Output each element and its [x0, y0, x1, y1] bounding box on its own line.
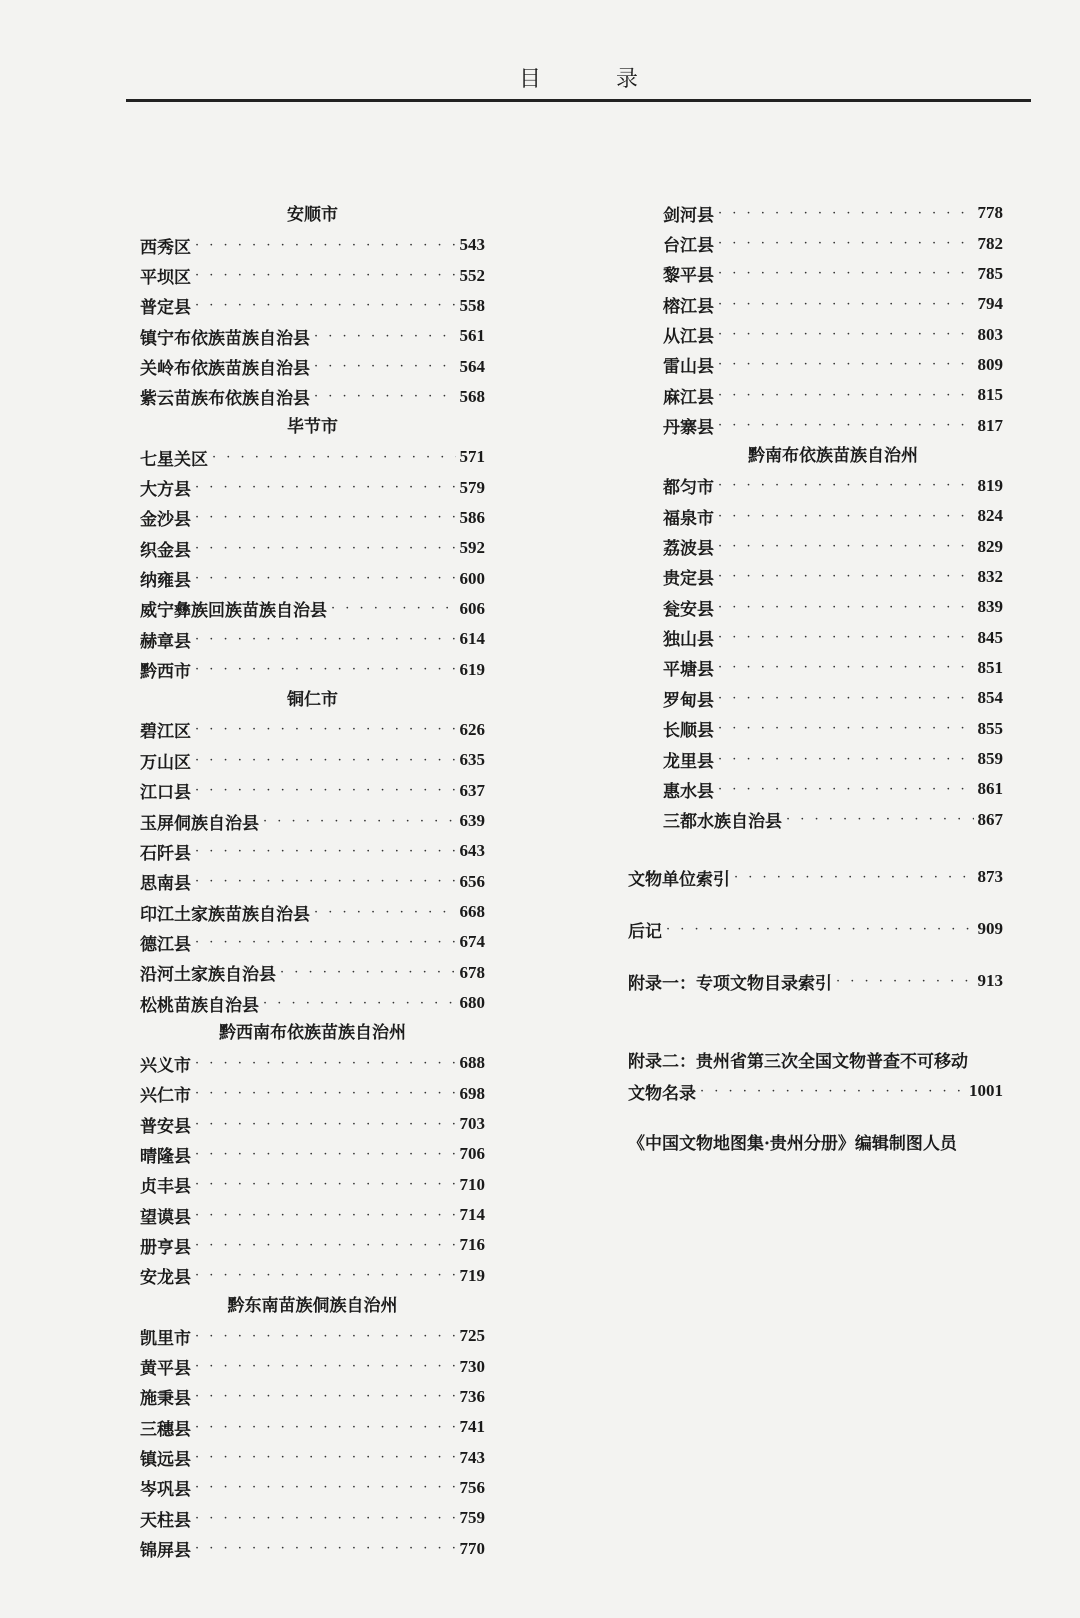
leader-dots [195, 935, 456, 950]
leader-dots [195, 722, 456, 737]
entry-page: 861 [977, 779, 1003, 799]
entry-page: 756 [459, 1477, 485, 1497]
leader-dots [195, 1268, 456, 1283]
toc-entry[interactable] [140, 1139, 485, 1169]
entry-name: 册亨县 [140, 1237, 191, 1258]
toc-entry[interactable] [663, 289, 1003, 319]
leader-dots [195, 268, 456, 283]
entry-page: 568 [459, 386, 485, 406]
leader-dots [718, 752, 974, 767]
leader-dots [314, 905, 456, 920]
entry-page: 770 [459, 1538, 485, 1558]
toc-entry[interactable] [140, 503, 485, 533]
entry-name: 黄平县 [140, 1359, 191, 1380]
entry-page: 867 [977, 809, 1003, 829]
entry-page: 743 [459, 1447, 485, 1467]
toc-entry[interactable] [663, 350, 1003, 380]
leader-dots [195, 632, 456, 647]
leader-dots [195, 510, 456, 525]
entry-page: 606 [459, 598, 485, 618]
toc-entry[interactable] [663, 562, 1003, 592]
entry-page: 579 [459, 477, 485, 497]
entry-page: 706 [459, 1144, 485, 1164]
leader-dots [718, 388, 974, 403]
toc-entry[interactable] [140, 382, 485, 412]
entry-name: 附录一：专项文物目录索引 [628, 973, 832, 994]
entry-page: 703 [459, 1114, 485, 1134]
entry-page: 558 [459, 295, 485, 315]
entry-page: 635 [459, 750, 485, 770]
toc-entry[interactable] [140, 1170, 485, 1200]
entry-name: 都匀市 [663, 478, 714, 499]
leader-dots [195, 1056, 456, 1071]
entry-name: 剑河县 [663, 205, 714, 226]
entry-name: 碧江区 [140, 722, 191, 743]
leader-dots [718, 478, 974, 493]
entry-page: 710 [459, 1174, 485, 1194]
entry-page: 543 [459, 235, 485, 255]
leader-dots [314, 389, 456, 404]
leader-dots [195, 662, 456, 677]
entry-page: 854 [977, 688, 1003, 708]
toc-entry-appendix2[interactable] [628, 1048, 1003, 1106]
entry-page: 815 [977, 385, 1003, 405]
entry-name: 西秀区 [140, 237, 191, 258]
leader-dots [195, 1541, 456, 1556]
entry-name: 台江县 [663, 236, 714, 257]
leader-dots [718, 206, 974, 221]
entry-page: 643 [459, 841, 485, 861]
entry-page: 859 [977, 749, 1003, 769]
leader-dots [195, 1450, 456, 1465]
toc-entry[interactable] [140, 563, 485, 593]
entry-page: 656 [459, 871, 485, 891]
toc-entry[interactable] [140, 958, 485, 988]
toc-entry[interactable] [140, 442, 485, 472]
toc-entry[interactable] [663, 622, 1003, 652]
entry-name-line1: 附录二：贵州省第三次全国文物普查不可移动 [628, 1052, 968, 1072]
toc-entry[interactable] [140, 988, 485, 1018]
entry-page: 829 [977, 536, 1003, 556]
entry-page: 725 [459, 1326, 485, 1346]
leader-dots [700, 1084, 965, 1099]
entry-page: 817 [977, 415, 1003, 435]
section-heading: 铜仁市 [287, 689, 338, 710]
leader-dots [314, 329, 456, 344]
entry-page: 873 [977, 867, 1003, 886]
entry-page: 688 [459, 1053, 485, 1073]
entry-name: 雷山县 [663, 357, 714, 378]
toc-entry-appendix1[interactable] [628, 966, 1003, 996]
entry-page: 668 [459, 902, 485, 922]
leader-dots [263, 996, 456, 1011]
entry-name: 三穗县 [140, 1419, 191, 1440]
toc-entry[interactable] [140, 1473, 485, 1503]
toc-entry[interactable] [140, 260, 485, 290]
toc-entry[interactable] [140, 745, 485, 775]
leader-dots [718, 266, 974, 281]
leader-dots [786, 812, 974, 827]
entry-page: 851 [977, 657, 1003, 677]
entry-name: 榕江县 [663, 296, 714, 317]
leader-dots [666, 922, 974, 937]
entry-page: 637 [459, 780, 485, 800]
leader-dots [195, 1359, 456, 1374]
toc-entry[interactable] [140, 321, 485, 351]
section-heading: 毕节市 [287, 417, 338, 438]
entry-name: 印江土家族苗族自治县 [140, 904, 310, 925]
toc-entry[interactable] [663, 501, 1003, 531]
toc-entry[interactable] [140, 594, 485, 624]
leader-dots [718, 721, 974, 736]
toc-entry[interactable] [140, 1412, 485, 1442]
leader-dots [718, 782, 974, 797]
entry-name: 天柱县 [140, 1510, 191, 1531]
entry-name: 安龙县 [140, 1268, 191, 1289]
leader-dots [212, 450, 456, 465]
toc-entry[interactable] [140, 533, 485, 563]
leader-dots [836, 974, 974, 989]
leader-dots [195, 1238, 456, 1253]
toc-entry[interactable] [140, 776, 485, 806]
entry-name: 贵定县 [663, 569, 714, 590]
toc-entry[interactable] [140, 927, 485, 957]
entry-page: 571 [459, 447, 485, 467]
toc-entry[interactable] [140, 654, 485, 684]
entry-name: 大方县 [140, 480, 191, 501]
entry-page: 741 [459, 1417, 485, 1437]
leader-dots [734, 870, 974, 885]
entry-page: 561 [459, 326, 485, 346]
entry-name: 丹寨县 [663, 418, 714, 439]
entry-name: 金沙县 [140, 510, 191, 531]
entry-page: 839 [977, 597, 1003, 617]
toc-entry[interactable] [663, 198, 1003, 228]
entry-page: 759 [459, 1508, 485, 1528]
entry-page: 619 [459, 659, 485, 679]
entry-name: 平塘县 [663, 660, 714, 681]
entry-name: 普定县 [140, 298, 191, 319]
entry-page: 730 [459, 1356, 485, 1376]
toc-entry[interactable] [140, 1109, 485, 1139]
toc-entry[interactable] [140, 1200, 485, 1230]
leader-dots [195, 480, 456, 495]
entry-page: 778 [977, 203, 1003, 223]
toc-entry[interactable] [140, 351, 485, 381]
toc-entry[interactable] [140, 1079, 485, 1109]
entry-page: 680 [459, 993, 485, 1013]
entry-page: 809 [977, 354, 1003, 374]
entry-name: 瓮安县 [663, 599, 714, 620]
section-heading: 黔西南布依族苗族自治州 [219, 1023, 406, 1044]
leader-dots [195, 753, 456, 768]
toc-entry[interactable] [140, 1048, 485, 1078]
leader-dots [718, 630, 974, 645]
toc-entry[interactable] [140, 836, 485, 866]
entry-name: 荔波县 [663, 539, 714, 560]
entry-page: 552 [459, 265, 485, 285]
entry-page: 824 [977, 506, 1003, 526]
leader-dots [718, 600, 974, 615]
toc-entry[interactable] [140, 715, 485, 745]
leader-dots [195, 1329, 456, 1344]
entry-name: 玉屏侗族自治县 [140, 813, 259, 834]
entry-name: 沿河土家族自治县 [140, 965, 276, 986]
entry-name: 松桃苗族自治县 [140, 995, 259, 1016]
entry-name: 麻江县 [663, 387, 714, 408]
entry-name: 黔西市 [140, 662, 191, 683]
toc-entry[interactable] [663, 714, 1003, 744]
entry-page: 714 [459, 1205, 485, 1225]
leader-dots [718, 236, 974, 251]
leader-dots [195, 1420, 456, 1435]
leader-dots [718, 660, 974, 675]
toc-entry[interactable] [663, 531, 1003, 561]
toc-entry[interactable] [140, 1382, 485, 1412]
toc-entry[interactable] [140, 291, 485, 321]
toc-entry[interactable] [663, 744, 1003, 774]
entry-page: 614 [459, 629, 485, 649]
entry-name: 三都水族自治县 [663, 812, 782, 833]
leader-dots [718, 509, 974, 524]
toc-right-column [663, 198, 1003, 835]
leader-dots [195, 1480, 456, 1495]
entry-name: 镇宁布依族苗族自治县 [140, 328, 310, 349]
page-title: 目 录 [519, 67, 672, 92]
toc-entry[interactable] [663, 410, 1003, 440]
toc-entry[interactable] [140, 1351, 485, 1381]
leader-dots [195, 1208, 456, 1223]
leader-dots [331, 601, 456, 616]
entry-name: 福泉市 [663, 508, 714, 529]
toc-entry[interactable] [140, 806, 485, 836]
toc-entry[interactable] [663, 653, 1003, 683]
entry-name: 晴隆县 [140, 1146, 191, 1167]
leader-dots [280, 965, 456, 980]
leader-dots [195, 238, 456, 253]
entry-name: 贞丰县 [140, 1177, 191, 1198]
toc-entry[interactable] [663, 471, 1003, 501]
toc-entry[interactable] [663, 380, 1003, 410]
entry-page: 785 [977, 263, 1003, 283]
leader-dots [195, 1086, 456, 1101]
entry-name: 凯里市 [140, 1328, 191, 1349]
entry-name: 望谟县 [140, 1207, 191, 1228]
toc-entry[interactable] [663, 259, 1003, 289]
entry-page: 674 [459, 932, 485, 952]
entry-name: 《中国文物地图集·贵州分册》编辑制图人员 [628, 1134, 957, 1154]
leader-dots [718, 327, 974, 342]
leader-dots [314, 359, 456, 374]
entry-name: 罗甸县 [663, 690, 714, 711]
leader-dots [195, 298, 456, 313]
entry-name: 江口县 [140, 783, 191, 804]
leader-dots [718, 691, 974, 706]
leader-dots [718, 539, 974, 554]
leader-dots [195, 1511, 456, 1526]
header-rule [126, 99, 1031, 102]
entry-name: 后记 [628, 921, 662, 942]
toc-entry[interactable] [140, 472, 485, 502]
entry-page: 586 [459, 507, 485, 527]
entry-name: 织金县 [140, 540, 191, 561]
toc-left-column [140, 200, 485, 1564]
entry-name: 关岭布依族苗族自治县 [140, 359, 310, 380]
leader-dots [718, 569, 974, 584]
toc-entry[interactable] [140, 1503, 485, 1533]
toc-entry[interactable] [663, 592, 1003, 622]
entry-page: 913 [977, 971, 1003, 990]
leader-dots [195, 1177, 456, 1192]
entry-page: 719 [459, 1265, 485, 1285]
entry-page: 782 [977, 233, 1003, 253]
entry-name: 紫云苗族布依族自治县 [140, 389, 310, 410]
toc-entry[interactable] [663, 319, 1003, 349]
toc-entry-staff[interactable] [628, 1130, 1003, 1158]
page-header [126, 62, 1031, 102]
leader-dots [195, 844, 456, 859]
entry-page: 592 [459, 538, 485, 558]
entry-name: 普安县 [140, 1116, 191, 1137]
toc-entry[interactable] [140, 1321, 485, 1351]
leader-dots [195, 541, 456, 556]
toc-entry-afterword[interactable] [628, 914, 1003, 944]
entry-page: 832 [977, 566, 1003, 586]
entry-name: 石阡县 [140, 843, 191, 864]
leader-dots [195, 874, 456, 889]
entry-name: 龙里县 [663, 751, 714, 772]
leader-dots [195, 571, 456, 586]
entry-name: 兴义市 [140, 1055, 191, 1076]
toc-entry[interactable] [663, 683, 1003, 713]
entry-page: 855 [977, 718, 1003, 738]
entry-page: 909 [977, 919, 1003, 938]
entry-name: 施秉县 [140, 1389, 191, 1410]
entry-name: 威宁彝族回族苗族自治县 [140, 601, 327, 622]
entry-name: 七星关区 [140, 449, 208, 470]
leader-dots [263, 814, 456, 829]
entry-name: 长顺县 [663, 721, 714, 742]
toc-entry-index[interactable] [628, 862, 1003, 892]
entry-name: 文物名录 [628, 1083, 696, 1104]
leader-dots [718, 418, 974, 433]
entry-page: 678 [459, 962, 485, 982]
entry-page: 639 [459, 811, 485, 831]
toc-entry[interactable] [663, 228, 1003, 258]
toc-entry[interactable] [140, 867, 485, 897]
entry-page: 626 [459, 719, 485, 739]
entry-page: 845 [977, 627, 1003, 647]
toc-entry[interactable] [663, 774, 1003, 804]
entry-name: 独山县 [663, 630, 714, 651]
entry-name: 惠水县 [663, 781, 714, 802]
entry-page: 794 [977, 294, 1003, 314]
entry-name: 镇远县 [140, 1450, 191, 1471]
entry-name: 平坝区 [140, 268, 191, 289]
entry-name: 岑巩县 [140, 1480, 191, 1501]
toc-entry[interactable] [140, 1230, 485, 1260]
section-heading: 黔东南苗族侗族自治州 [227, 1296, 398, 1316]
leader-dots [195, 783, 456, 798]
toc-entry[interactable] [663, 805, 1003, 835]
leader-dots [195, 1117, 456, 1132]
leader-dots [195, 1389, 456, 1404]
entry-name: 兴仁市 [140, 1086, 191, 1107]
entry-name: 黎平县 [663, 266, 714, 287]
entry-name: 赫章县 [140, 631, 191, 652]
leader-dots [718, 297, 974, 312]
toc-entry[interactable] [140, 897, 485, 927]
leader-dots [718, 357, 974, 372]
entry-name: 从江县 [663, 327, 714, 348]
toc-entry[interactable] [140, 1442, 485, 1472]
entry-page: 736 [459, 1386, 485, 1406]
entry-name: 万山区 [140, 752, 191, 773]
section-heading: 安顺市 [287, 205, 338, 225]
toc-entry[interactable] [140, 1533, 485, 1563]
entry-page: 819 [977, 475, 1003, 495]
toc-entry[interactable] [140, 1261, 485, 1291]
toc-entry[interactable] [140, 230, 485, 260]
entry-page: 698 [459, 1083, 485, 1103]
toc-entry[interactable] [140, 624, 485, 654]
entry-page: 1001 [969, 1081, 1003, 1100]
entry-page: 564 [459, 356, 485, 376]
entry-name: 锦屏县 [140, 1541, 191, 1562]
entry-page: 803 [977, 324, 1003, 344]
entry-page: 716 [459, 1235, 485, 1255]
entry-name: 纳雍县 [140, 571, 191, 592]
entry-page: 600 [459, 568, 485, 588]
entry-name: 文物单位索引 [628, 869, 730, 890]
entry-name: 德江县 [140, 934, 191, 955]
section-heading: 黔南布依族苗族自治州 [748, 445, 918, 466]
leader-dots [195, 1147, 456, 1162]
entry-name: 思南县 [140, 874, 191, 895]
